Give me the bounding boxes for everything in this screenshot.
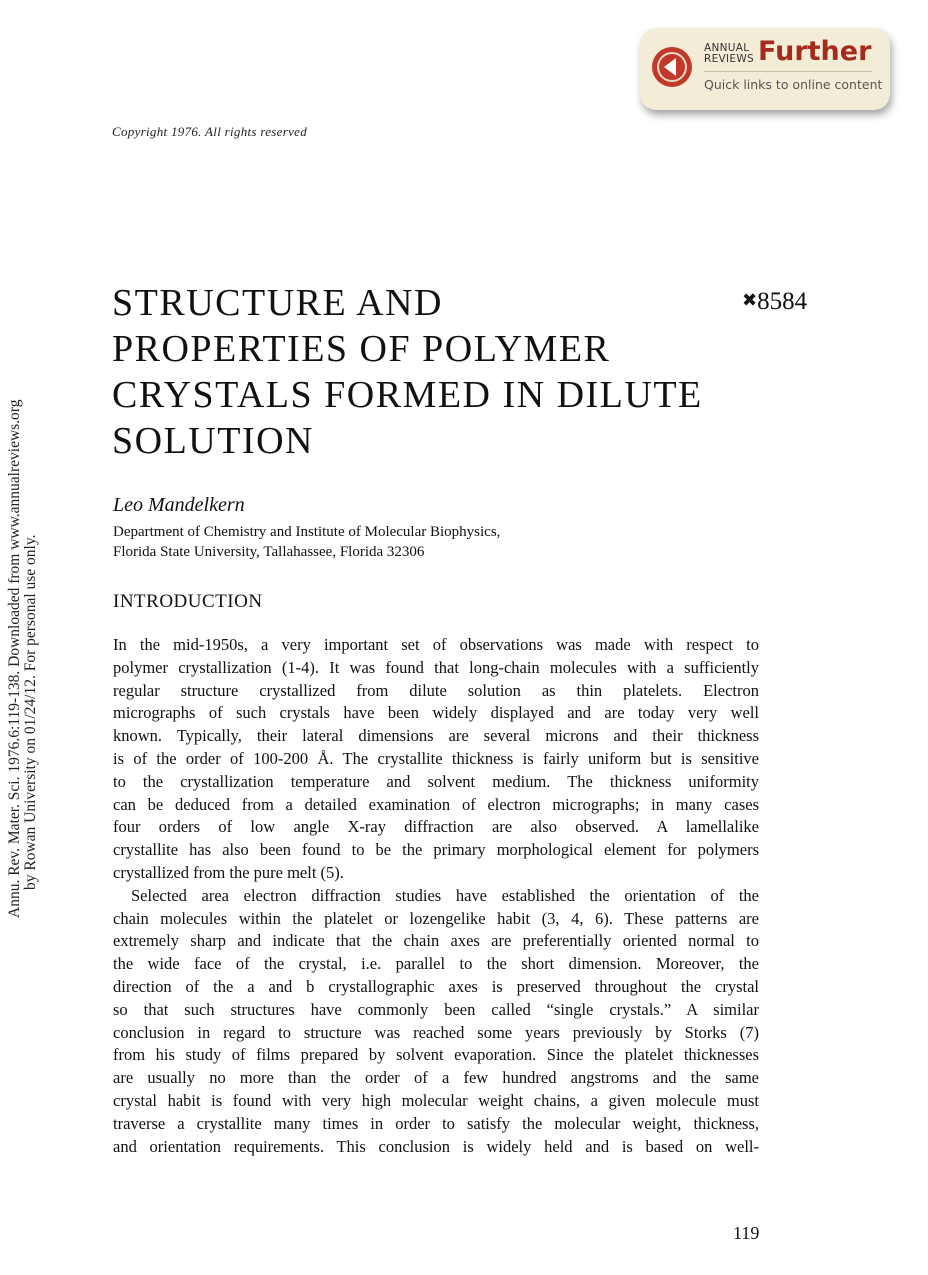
back-arrow-icon: [651, 46, 693, 88]
affiliation-line: Florida State University, Tallahassee, Florida 32306: [113, 543, 425, 560]
body-line: chain molecules within the platelet or lozengelike habit (3, 4, 6). These patterns are: [113, 908, 759, 928]
body-line: and orientation requirements. This conclusion is widely held and is based on well-: [113, 1136, 759, 1156]
copyright-notice: Copyright 1976. All rights reserved: [112, 124, 308, 139]
body-line: direction of the a and b crystallographic axes is preserved throughout the crystal: [113, 976, 759, 996]
body-line: In the mid-1950s, a very important set of observations was made with respect to: [113, 635, 759, 654]
body-line: regular structure crystallized from dilute solution as thin platelets. Electron: [113, 680, 759, 700]
badge-annual-label: ANNUAL: [704, 42, 750, 54]
body-line: micrographs of such crystals have been widely displayed and are today very well: [113, 703, 759, 723]
article-title: [112, 280, 703, 464]
badge-reviews-label: REVIEWS: [704, 53, 754, 65]
body-line: so that such structures have commonly been called “single crystals.” A similar: [113, 999, 759, 1019]
title-line: CRYSTALS FORMED IN DILUTE: [112, 374, 703, 416]
download-notice-line1: Annu. Rev. Mater. Sci. 1976.6:119-138. Downloaded from www.annualreviews.org: [6, 399, 23, 918]
body-line: can be deduced from a detailed examination of electron micrographs; in many cases: [113, 794, 759, 814]
body-line: polymer crystallization (1-4). It was found that long-chain molecules with a sufficiently: [113, 657, 759, 677]
body-line: crystal habit is found with very high molecular weight chains, a given molecule must: [113, 1090, 759, 1110]
body-line: extremely sharp and indicate that the chain axes are preferentially oriented normal to: [113, 931, 759, 951]
reference-number-value: 8584: [757, 288, 808, 315]
body-line: known. Typically, their lateral dimensions are several microns and their thickness: [113, 726, 759, 746]
badge-divider: [704, 71, 872, 72]
badge-brand: [704, 43, 754, 65]
title-line: PROPERTIES OF POLYMER: [112, 328, 611, 370]
body-line: are usually no more than the order of a few hundred angstroms and the same: [113, 1068, 759, 1088]
page-number: 119: [733, 1223, 760, 1243]
download-notice-line2: by Rowan University on 01/24/12. For personal use only.: [22, 534, 39, 890]
section-heading: INTRODUCTION: [113, 591, 263, 612]
badge-further-label: Further: [758, 36, 872, 67]
author-affiliation: [113, 523, 500, 562]
author-name: Leo Mandelkern: [113, 494, 245, 516]
download-notice: [0, 355, 48, 920]
reference-number: [742, 288, 807, 316]
further-quick-links-badge[interactable]: [640, 28, 890, 110]
title-line: STRUCTURE AND: [112, 282, 443, 324]
body-line: traverse a crystallite many times in order to satisfy the molecular weight, thickness,: [113, 1113, 759, 1133]
body-line: crystallized from the pure melt (5).: [113, 862, 344, 882]
badge-subtitle: Quick links to online content: [704, 77, 883, 92]
reference-mark: ✖: [742, 290, 758, 311]
body-text: [113, 634, 759, 1158]
body-line: is of the order of 100-200 Å. The crystallite thickness is fairly uniform but is sensitive: [113, 748, 759, 768]
affiliation-line: Department of Chemistry and Institute of Molecular Biophysics,: [113, 524, 501, 540]
title-line: SOLUTION: [112, 420, 314, 462]
body-line: Selected area electron diffraction studies have established the orientation of the: [131, 885, 759, 905]
body-line: four orders of low angle X-ray diffraction are also observed. A lamellalike: [113, 817, 759, 837]
body-line: to the crystallization temperature and solvent medium. The thickness uniformity: [113, 771, 759, 791]
body-line: the wide face of the crystal, i.e. parallel to the short dimension. Moreover, the: [113, 954, 759, 974]
body-line: from his study of films prepared by solvent evaporation. Since the platelet thicknesses: [113, 1045, 759, 1065]
body-line: conclusion in regard to structure was reached some years previously by Storks (7): [113, 1022, 759, 1042]
body-line: crystallite has also been found to be the primary morphological element for polymers: [113, 840, 759, 860]
